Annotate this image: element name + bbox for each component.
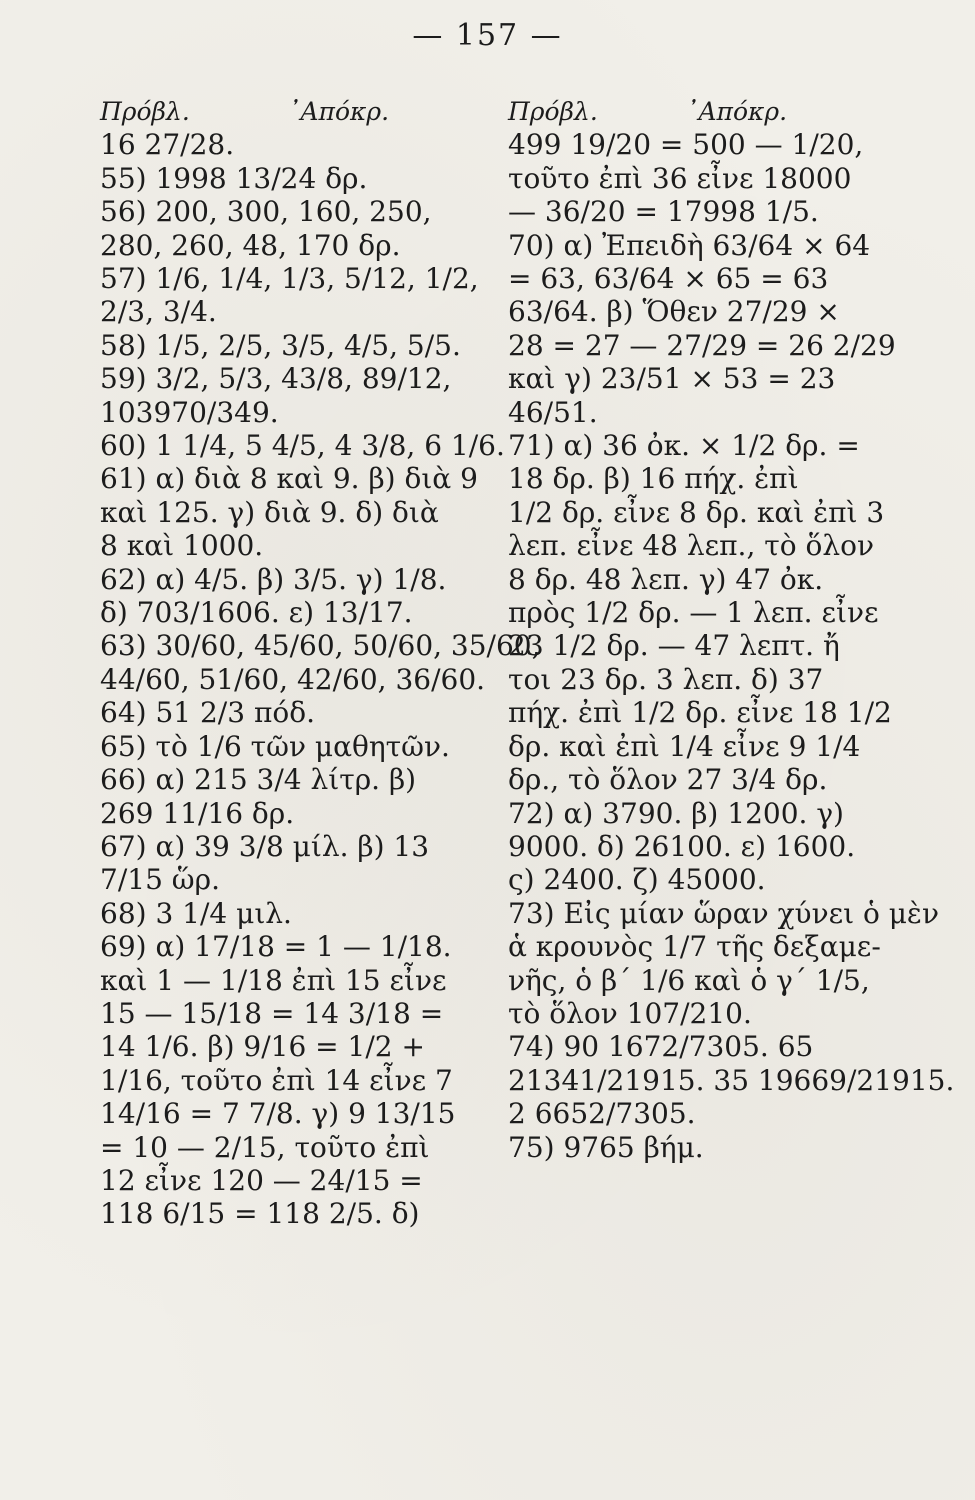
text-line: 23 1/2 δρ. — 47 λεπτ. ἤ	[508, 629, 840, 663]
right-header-problem: Πρόβλ.	[508, 97, 598, 126]
text-line: 16 27/28.	[100, 128, 235, 162]
text-line: 70) α) Ἐπειδὴ 63/64 × 64	[508, 228, 871, 262]
text-line: 1/16, τοῦτο ἐπὶ 14 εἶνε 7	[100, 1063, 453, 1097]
text-line: 75) 9765 βήμ.	[508, 1130, 704, 1164]
left-column-header	[100, 95, 490, 128]
text-line: 64) 51 2/3 πόδ.	[100, 696, 315, 730]
text-line: 68) 3 1/4 μιλ.	[100, 896, 292, 930]
text-line: 14/16 = 7 7/8. γ) 9 13/15	[100, 1097, 456, 1131]
text-line: καὶ γ) 23/51 × 53 = 23	[508, 362, 836, 396]
text-line: 8 δρ. 48 λεπ. γ) 47 ὀκ.	[508, 562, 824, 596]
text-line: 2/3, 3/4.	[100, 295, 217, 329]
text-line: 71) α) 36 ὀκ. × 1/2 δρ. =	[508, 429, 860, 463]
text-line: 73) Εἰς μίαν ὥραν χύνει ὁ μὲν	[508, 896, 939, 930]
text-line: πήχ. ἐπὶ 1/2 δρ. εἶνε 18 1/2	[508, 696, 892, 730]
text-line: 69) α) 17/18 = 1 — 1/18.	[100, 930, 452, 964]
text-line: = 10 — 2/15, τοῦτο ἐπὶ	[100, 1130, 430, 1164]
text-line: 18 δρ. β) 16 πήχ. ἐπὶ	[508, 462, 799, 496]
right-column-header	[508, 95, 888, 128]
text-line: 1/2 δρ. εἶνε 8 δρ. καὶ ἐπὶ 3	[508, 495, 885, 529]
text-line: 14 1/6. β) 9/16 = 1/2 +	[100, 1030, 425, 1064]
text-line: 499 19/20 = 500 — 1/20,	[508, 128, 864, 162]
text-line: 60) 1 1/4, 5 4/5, 4 3/8, 6 1/6.	[100, 429, 505, 463]
text-line: 44/60, 51/60, 42/60, 36/60.	[100, 662, 486, 696]
text-line: 15 — 15/18 = 14 3/18 =	[100, 996, 444, 1030]
text-line: 65) τὸ 1/6 τῶν μαθητῶν.	[100, 729, 450, 763]
text-line: λεπ. εἶνε 48 λεπ., τὸ ὅλον	[508, 529, 874, 563]
page-number: — 157 —	[412, 18, 563, 53]
text-line: 46/51.	[508, 395, 598, 429]
text-line: καὶ 1 — 1/18 ἐπὶ 15 εἶνε	[100, 963, 447, 997]
text-line: 8 καὶ 1000.	[100, 529, 264, 563]
text-line: ς) 2400. ζ) 45000.	[508, 863, 766, 897]
text-line: 72) α) 3790. β) 1200. γ)	[508, 796, 844, 830]
right-column	[508, 95, 955, 1164]
text-line: τοῦτο ἐπὶ 36 εἶνε 18000	[508, 161, 852, 195]
text-line: 63/64. β) Ὅθεν 27/29 ×	[508, 295, 840, 329]
text-line: δρ., τὸ ὅλον 27 3/4 δρ.	[508, 763, 828, 797]
text-line: 2 6652/7305.	[508, 1097, 696, 1131]
text-line: 7/15 ὥρ.	[100, 863, 220, 897]
text-line: πρὸς 1/2 δρ. — 1 λεπ. εἶνε	[508, 596, 879, 630]
text-line: 118 6/15 = 118 2/5. δ)	[100, 1197, 420, 1231]
text-line: = 63, 63/64 × 65 = 63	[508, 262, 829, 296]
text-line: 56) 200, 300, 160, 250,	[100, 195, 432, 229]
text-line: ἁ κρουνὸς 1/7 τῆς δεξαμε-	[508, 930, 881, 964]
text-line: 28 = 27 — 27/29 = 26 2/29	[508, 328, 896, 362]
text-line: 62) α) 4/5. β) 3/5. γ) 1/8.	[100, 562, 447, 596]
text-line: νῆς, ὁ β΄ 1/6 καὶ ὁ γ΄ 1/5,	[508, 963, 870, 997]
left-header-problem: Πρόβλ.	[100, 97, 190, 126]
text-line: 21341/21915. 35 19669/21915.	[508, 1063, 955, 1097]
text-line: 58) 1/5, 2/5, 3/5, 4/5, 5/5.	[100, 328, 461, 362]
left-column	[100, 95, 541, 1231]
text-line: — 36/20 = 17998 1/5.	[508, 195, 819, 229]
text-line: 74) 90 1672/7305. 65	[508, 1030, 814, 1064]
text-line: 9000. δ) 26100. ε) 1600.	[508, 829, 856, 863]
text-line: δρ. καὶ ἐπὶ 1/4 εἶνε 9 1/4	[508, 729, 861, 763]
text-line: καὶ 125. γ) διὰ 9. δ) διὰ	[100, 495, 439, 529]
text-line: τοι 23 δρ. 3 λεπ. δ) 37	[508, 662, 824, 696]
text-line: 12 εἶνε 120 — 24/15 =	[100, 1163, 423, 1197]
text-line: 61) α) διὰ 8 καὶ 9. β) διὰ 9	[100, 462, 478, 496]
text-line: 63) 30/60, 45/60, 50/60, 35/60,	[100, 629, 541, 663]
text-line: 269 11/16 δρ.	[100, 796, 295, 830]
text-line: δ) 703/1606. ε) 13/17.	[100, 596, 413, 630]
text-line: 59) 3/2, 5/3, 43/8, 89/12,	[100, 362, 452, 396]
text-line: 280, 260, 48, 170 δρ.	[100, 228, 401, 262]
right-header-answer: ᾿Απόκρ.	[686, 97, 788, 126]
text-line: 103970/349.	[100, 395, 279, 429]
text-line: 55) 1998 13/24 δρ.	[100, 161, 368, 195]
left-header-answer: ᾿Απόκρ.	[288, 97, 390, 126]
text-line: τὸ ὅλον 107/210.	[508, 996, 752, 1030]
text-line: 57) 1/6, 1/4, 1/3, 5/12, 1/2,	[100, 262, 479, 296]
text-line: 67) α) 39 3/8 μίλ. β) 13	[100, 829, 430, 863]
text-line: 66) α) 215 3/4 λίτρ. β)	[100, 763, 417, 797]
